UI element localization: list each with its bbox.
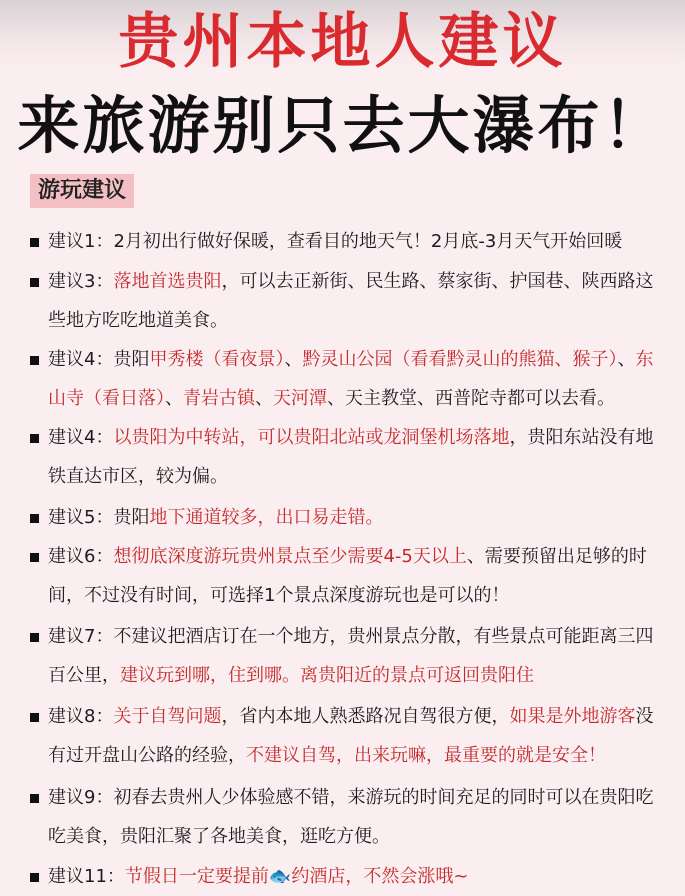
highlight-text: 地下通道较多，出口易走错。 (149, 507, 384, 528)
tip-segment: ，省内本地人熟悉路况自驾很方便， (221, 706, 510, 727)
tip-segment: 、 (284, 349, 303, 370)
tip-text (48, 498, 670, 537)
tip-text (48, 262, 670, 340)
highlight-text: 如果是外地游客 (509, 706, 636, 727)
highlight-text: 青岩古镇 (183, 388, 255, 409)
tip-segment: 没有过开盘山公路的经验， (48, 706, 654, 766)
tip-item (30, 418, 670, 496)
tip-item (30, 498, 670, 537)
highlight-text: 约酒店，不然会涨哦~ (291, 866, 469, 887)
fish-icon: 🐟 (268, 866, 292, 887)
bullet-icon (30, 356, 39, 365)
highlight-text: 不建议自驾，出来玩嘛，最重要的就是安全！ (246, 745, 606, 766)
tip-item (30, 697, 670, 775)
tip-segment: 建议9：初春去贵州人少体验感不错，来游玩的时间充足的同时可以在贵阳吃吃美食，贵阳汇聚了各地美食，逛吃方便。 (48, 787, 654, 847)
bullet-icon (30, 434, 39, 443)
tip-segment: 建议7：不建议把酒店订在一个地方，贵州景点分散，有些景点可能距离三四百公里， (48, 626, 654, 686)
page-subtitle: 来旅游别只去大瀑布！ (17, 89, 668, 162)
bullet-icon (30, 633, 39, 642)
tip-item (30, 617, 670, 695)
tip-segment: 、需要预留出足够的时间，不过没有时间，可选择1个景点深度游玩也是可以的！ (48, 546, 647, 606)
tip-text (48, 778, 670, 856)
tip-segment: 建议4： (48, 427, 114, 448)
bullet-icon (30, 794, 39, 803)
tip-segment: 建议11： (48, 866, 125, 887)
bullet-icon (30, 713, 39, 722)
tip-item (30, 778, 670, 856)
highlight-text: 天河潭 (273, 388, 327, 409)
page-title: 贵州本地人建议 (118, 7, 567, 77)
section-label: 游玩建议 (30, 174, 134, 208)
highlight-text: 关于自驾问题 (113, 706, 222, 727)
tip-segment: 、 (255, 388, 273, 409)
tip-text (48, 697, 670, 775)
highlight-text: 以贵阳为中转站，可以贵阳北站或龙洞堡机场落地 (113, 427, 510, 448)
tip-segment: 建议4：贵阳 (48, 349, 150, 370)
bullet-icon (30, 873, 39, 882)
highlight-text: 节假日一定要提前 (124, 866, 269, 887)
tip-segment: 建议6： (48, 546, 114, 567)
tip-segment: 、天主教堂、西普陀寺都可以去看。 (327, 388, 615, 409)
tip-text (48, 418, 670, 496)
tip-segment: 建议5：贵阳 (48, 507, 150, 528)
tip-text (48, 537, 670, 615)
highlight-text: 建议玩到哪，住到哪。离贵阳近的景点可返回贵阳住 (120, 665, 534, 686)
tip-item (30, 262, 670, 340)
tip-item (30, 222, 670, 261)
tip-text (48, 222, 670, 261)
tip-text (48, 340, 670, 418)
highlight-text: 想彻底深度游玩贵州景点至少需要4-5天以上 (113, 546, 467, 567)
bullet-icon (30, 278, 39, 287)
bullet-icon (30, 553, 39, 562)
tip-segment: 建议1：2月初出行做好保暖，查看目的地天气！2月底-3月天气开始回暖 (48, 231, 623, 252)
tip-segment: 建议3： (48, 271, 114, 292)
tip-segment: ，可以去正新街、民生路、蔡家街、护国巷、陕西路这些地方吃吃地道美食。 (48, 271, 654, 331)
bullet-icon (30, 514, 39, 523)
tip-item (30, 340, 670, 418)
tip-item (30, 857, 670, 896)
tip-segment: 、 (165, 388, 183, 409)
bullet-icon (30, 238, 39, 247)
highlight-text: 落地首选贵阳 (113, 271, 222, 292)
highlight-text: 黔灵山公园（看看黔灵山的熊猫、猴子） (302, 349, 618, 370)
tip-text (48, 617, 670, 695)
tip-segment: 、 (617, 349, 636, 370)
highlight-text: 甲秀楼（看夜景） (149, 349, 285, 370)
tip-text (48, 857, 670, 896)
highlight-text: 东山寺（看日落） (48, 349, 654, 409)
tip-segment: ，贵阳东站没有地铁直达市区，较为偏。 (48, 427, 654, 487)
tip-segment: 建议8： (48, 706, 114, 727)
tip-item (30, 537, 670, 615)
